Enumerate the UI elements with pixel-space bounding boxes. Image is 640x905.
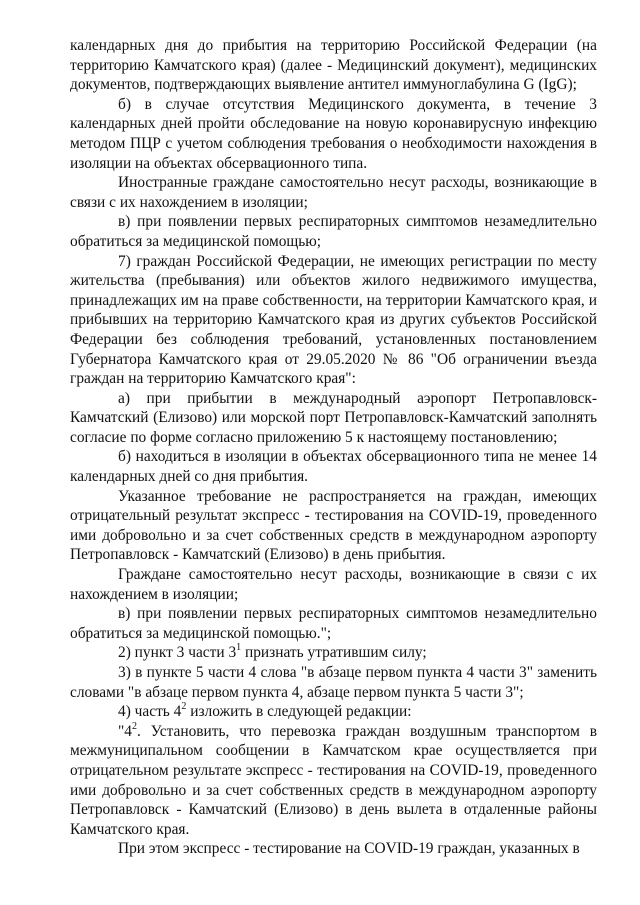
paragraph-4: в) при появлении первых респираторных симптомов незамедлительно обратиться за медицинской помощью; [70, 213, 597, 250]
paragraph-13 [70, 702, 597, 722]
paragraph-8: Указанное требование не распространяется на граждан, имеющих отрицательный результат экспресс - тестирования на COVID-19, проведенного ими добровольно и за счет собственных средств в международном аэропорту Петропавловск - Камчатский (Елизово) в день прибытия. [70, 487, 597, 564]
paragraph-14-before: "4 [118, 722, 132, 740]
paragraph-1: календарных дня до прибытия на территорию Российской Федерации (на территорию Камчатского края) (далее - Медицинский документ), медицинских документов, подтверждающих выявление антител иммуноглабулина G (IgG); [70, 37, 597, 94]
paragraph-5: 7) граждан Российской Федерации, не имеющих регистрации по месту жительства (пребывания) или объектов жилого недвижимого имущества, принадлежащих им на праве собственности, на территории Камчатского края, и прибывших на территорию Камчатского края из других субъектов Российской Федерации без соблюдения требований, установленных постановлением Губернатора Камчатского края от 29.05.2020 № 86 "Об ограничении въезда граждан на территорию Камчатского края": [70, 252, 597, 388]
paragraph-13-before: 4) часть 4 [118, 703, 182, 721]
paragraph-11 [70, 643, 597, 663]
superscript: 1 [236, 642, 242, 654]
paragraph-15: При этом экспресс - тестирование на COVID-19 граждан, указанных в [118, 840, 580, 858]
paragraph-6: а) при прибытии в международный аэропорт Петропавловск-Камчатский (Елизово) или морской порт Петропавловск-Камчатский заполнять согласие по форме согласно приложению 5 к настоящему постановлению; [70, 389, 597, 446]
paragraph-11-before: 2) пункт 3 части 3 [118, 644, 237, 662]
paragraph-9: Граждане самостоятельно несут расходы, возникающие в связи с их нахождением в изоляции; [70, 566, 597, 603]
paragraph-11-after: признать утратившим силу; [241, 644, 427, 662]
paragraph-10: в) при появлении первых респираторных симптомов незамедлительно обратиться за медицинской помощью."; [70, 605, 597, 642]
paragraph-13-after: изложить в следующей редакции: [186, 703, 412, 721]
paragraph-7: б) находиться в изоляции в объектах обсервационного типа не менее 14 календарных дней со дня прибытия. [70, 448, 597, 486]
superscript: 2 [131, 720, 137, 732]
superscript: 2 [181, 701, 187, 713]
paragraph-14 [70, 722, 597, 840]
paragraph-14-after: . Установить, что перевозка граждан воздушным транспортом в межмуниципальном сообщении в Камчатском крае осуществляется при отрицательном результате экспресс - тестирования на COVID-19, проведенного ими добровольно и за счет собственных средств в международном аэропорту Петропавловск - Камчатский (Елизово) в день вылета в отдаленные районы Камчатского края. [70, 722, 597, 838]
paragraph-3: Иностранные граждане самостоятельно несут расходы, возникающие в связи с их нахождением в изоляции; [70, 174, 597, 211]
document-body [70, 36, 597, 859]
paragraph-12: 3) в пункте 5 части 4 слова "в абзаце первом пункта 4 части 3" заменить словами "в абзаце первом пункта 4, абзаце первом пункта 5 части 3"; [70, 664, 597, 701]
paragraph-2: б) в случае отсутствия Медицинского документа, в течение 3 календарных дней пройти обследование на новую коронавирусную инфекцию методом ПЦР с учетом соблюдения требования о необходимости нахождения в изоляции на объектах обсервационного типа. [70, 95, 597, 172]
